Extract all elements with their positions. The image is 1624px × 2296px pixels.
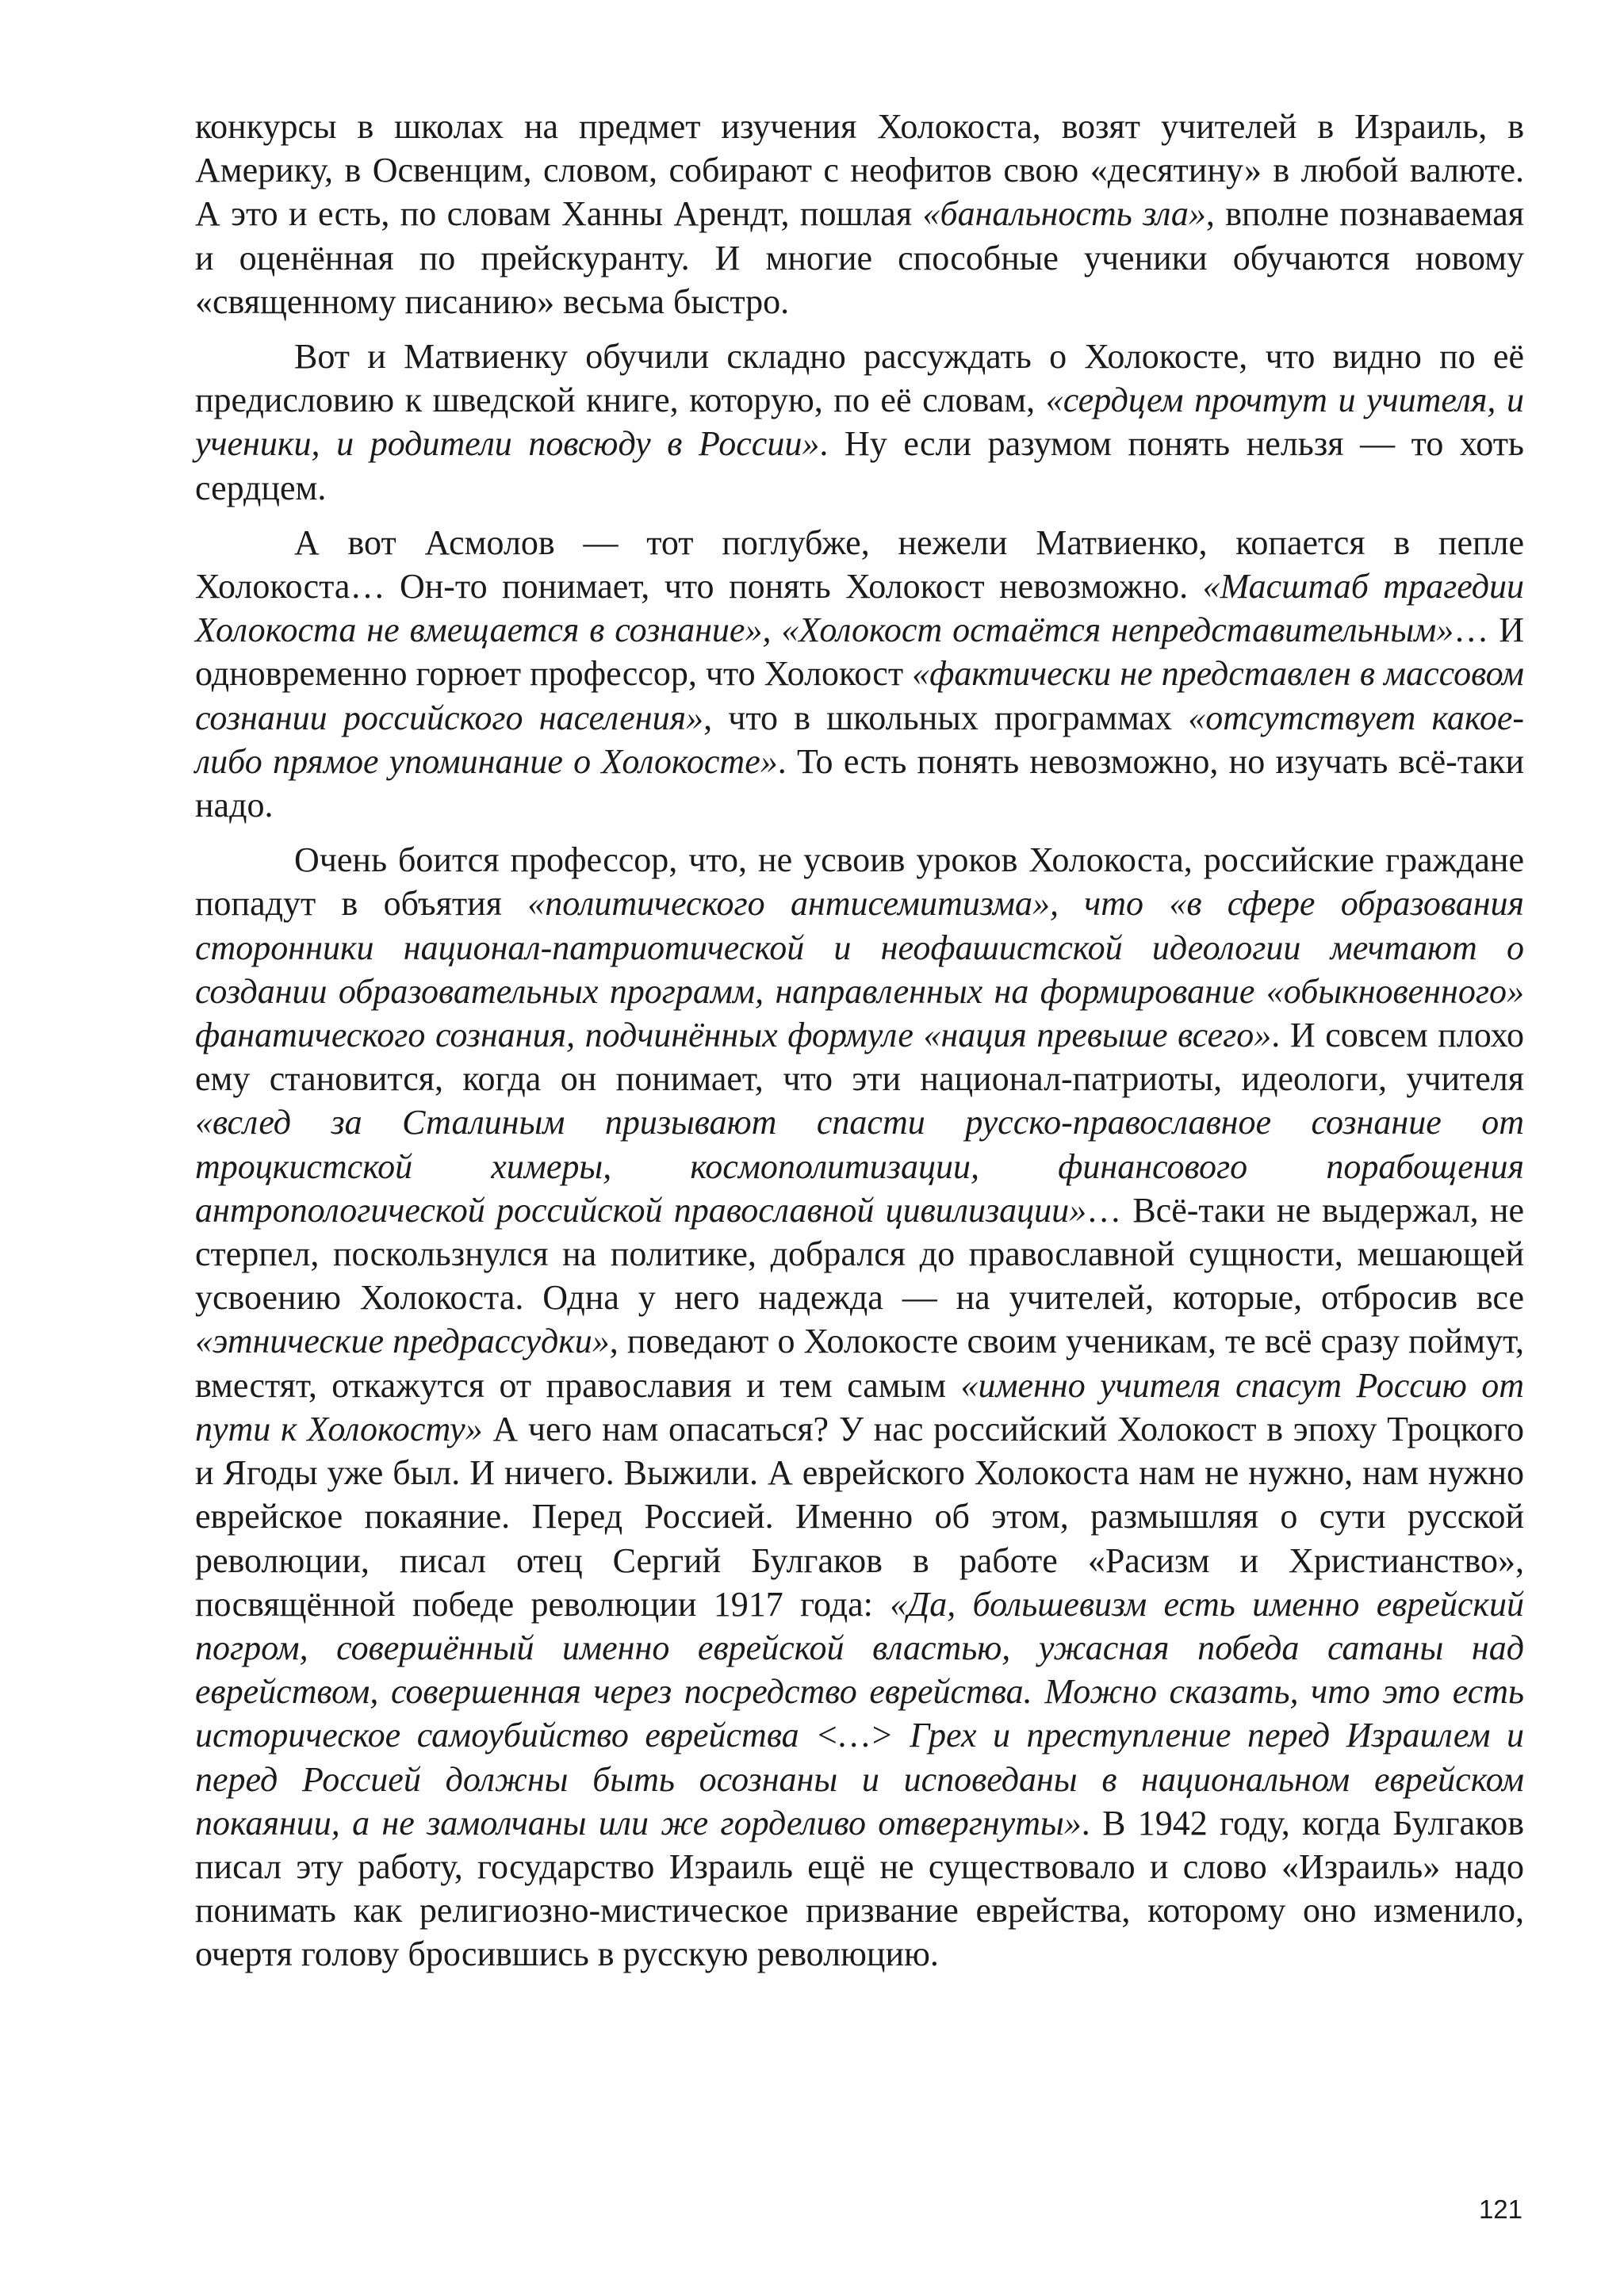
document-page-body: [195, 105, 1524, 1976]
quote-italic: «отсутствует какое-либо прямое упоминание о Холокосте»: [195, 698, 1525, 781]
text-run: А вот Асмолов — тот поглубже, нежели Матвиенко, копается в пепле Холокоста… Он-то понимает, что понять Холокост невозможно.: [195, 522, 1524, 607]
paragraph-1: [195, 105, 1524, 323]
paragraph-3: [195, 521, 1524, 827]
text-run: . И совсем плохо ему становится, когда он понимает, что эти национал-патриоты, идеологи, учителя: [195, 1016, 1524, 1099]
text-run: Вот и Матвиенку обучили складно рассуждать о Холокосте, что видно по её предисловию к шведской книге, которую, по её словам,: [195, 337, 1524, 420]
text-run: , поведают о Холокосте своим ученикам, те всё сразу поймут, вместят, откажутся от православия и тем самым: [195, 1322, 1524, 1405]
quote-italic: «Да, большевизм есть именно еврейский погром, совершённый именно еврейской властью, ужасная победа сатаны над еврейством, совершенная через посредство еврейства. Можно сказать, что это есть историческое самоубийство еврейства <…> Грех и преступление перед Израилем и перед Россией должны быть осознаны и исповеданы в национальном еврейском покаянии, а не замолчаны или же горделиво отвергнуты»: [195, 1584, 1525, 1843]
quote-italic: «этнические предрассудки»: [195, 1322, 610, 1361]
paragraph-2: [195, 335, 1524, 510]
quote-italic: «фактически не представлен в массовом сознании российского населения»: [195, 654, 1524, 737]
quote-italic: «банальность зла»: [922, 194, 1206, 234]
text-run: А чего нам опасаться? У нас российский Холокост в эпоху Троцкого и Ягоды уже был. И ничего. Выжили. А еврейского Холокоста нам не нужно, нам нужно еврейское покаяние. Перед Россией. Именно об этом, размышляя о сути русской революции, писал отец Сергий Булгаков в работе «Расизм и Христианство», посвящённой победе революции 1917 года:: [195, 1409, 1524, 1624]
text-run: Очень боится профессор, что, не усвоив уроков Холокоста, российские граждане попадут в объятия: [195, 840, 1524, 924]
text-run: . В 1942 году, когда Булгаков писал эту работу, государство Израиль ещё не существовало и слово «Израиль» надо понимать как религиозно-мистическое призвание еврейства, которому оно изменило, очертя голову бросившись в русскую революцию.: [195, 1803, 1524, 1974]
text-run: , что в школьных программах: [703, 698, 1189, 737]
quote-italic: «именно учителя спасут Россию от пути к Холокосту»: [195, 1365, 1524, 1448]
text-run: . То есть понять невозможно, но изучать всё-таки надо.: [195, 741, 1524, 825]
text-run: … И одновременно горюет профессор, что Холокост: [195, 610, 1524, 694]
quote-italic: «политического антисемитизма», что «в сфере образования сторонники национал-патриотической и неофашистской идеологии мечтают о создании образовательных программ, направленных на формирование «обыкновенного» фанатического сознания, подчинённых формуле «нация превыше всего»: [195, 884, 1524, 1055]
quote-italic: «сердцем прочтут и учителя, и ученики, и родители повсюду в России»: [195, 381, 1525, 464]
quote-italic: «вслед за Сталиным призывают спасти русско-православное сознание от троцкистской химеры, космополитизации, финансового порабощения антропологической российской православной цивилизации»: [195, 1103, 1524, 1230]
quote-italic: «Масштаб трагедии Холокоста не вмещается в сознание», «Холокост остаётся непредставительным»: [195, 567, 1524, 650]
text-run: . Ну если разумом понять нельзя — то хоть сердцем.: [195, 424, 1524, 507]
paragraph-4: [195, 838, 1524, 1976]
text-run: … Всё-таки не выдержал, не стерпел, поскользнулся на политике, добрался до православной сущности, мешающей усвоению Холокоста. Одна у него надежда — на учителей, которые, отбросив все: [195, 1190, 1524, 1318]
text-run: конкурсы в школах на предмет изучения Холокоста, возят учителей в Израиль, в Америку, в Освенцим, словом, собирают с неофитов свою «десятину» в любой валюте. А это и есть, по словам Ханны Арендт, пошлая: [195, 107, 1524, 234]
text-run: , вполне познаваемая и оценённая по прейскуранту. И многие способные ученики обучаются новому «священному писанию» весьма быстро.: [195, 194, 1524, 321]
page-number: 121: [1478, 2195, 1522, 2224]
